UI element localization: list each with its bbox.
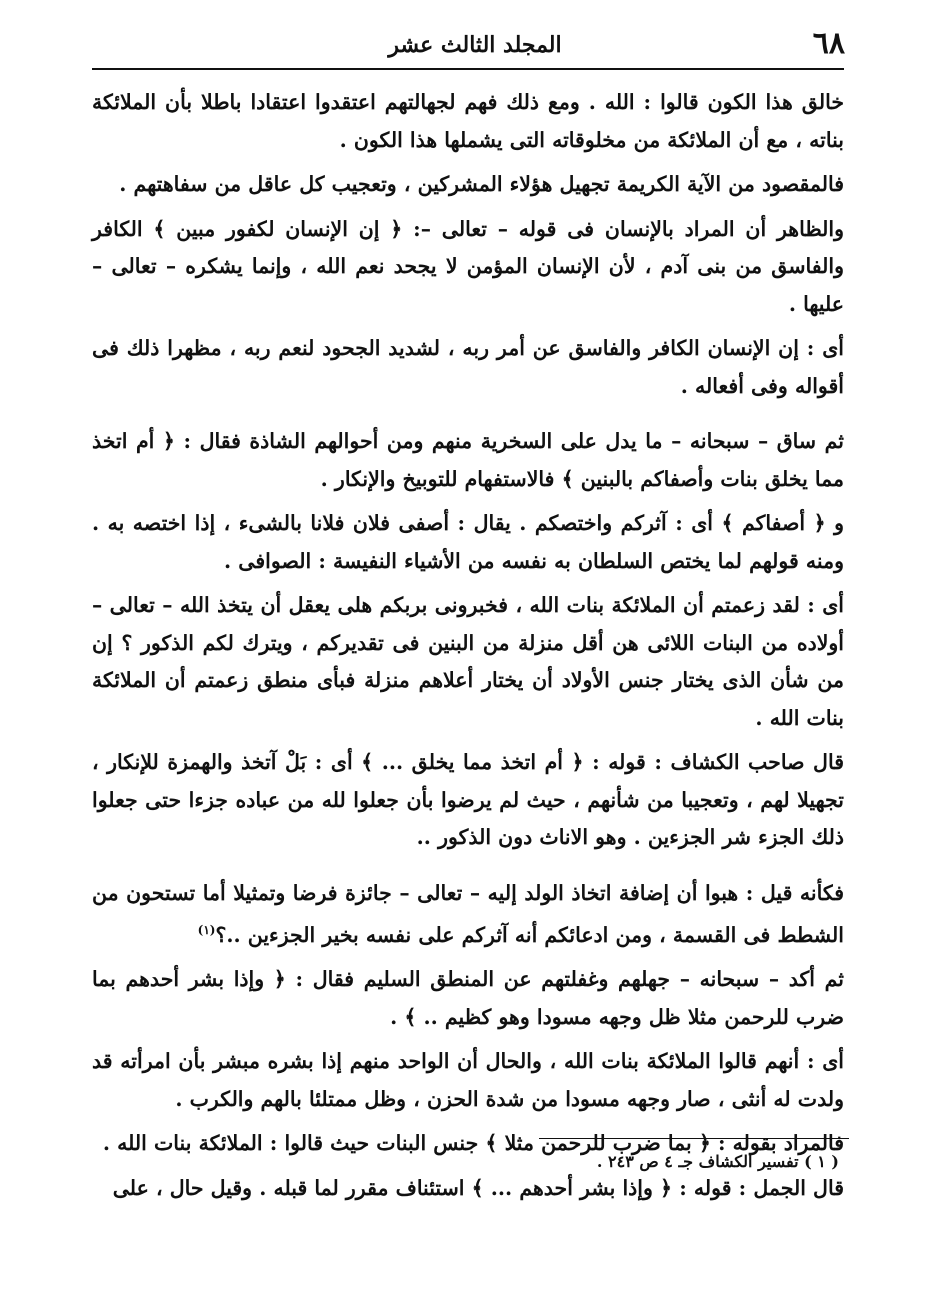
paragraph: أى : إن الإنسان الكافر والفاسق عن أمر ربه ، لشديد الجحود لنعم ربه ، مظهرا ذلك فى أقواله وفى أفعاله . (92, 336, 844, 398)
paragraph-text: فكأنه قيل : هبوا أن إضافة اتخاذ الولد إليه – تعالى – جائزة فرضا وتمثيلا أما تستحون من الشطط فى القسمة ، ومن ادعائكم أنه آثركم على نفسه بخير الجزءين ..؟ (92, 880, 844, 947)
paragraph: والظاهر أن المراد بالإنسان فى قوله – تعالى –: ﴿ إن الإنسان لكفور مبين ﴾ الكافر والفاسق من بنى آدم ، لأن الإنسان المؤمن لا يجحد نعم الله ، وإنما يشكره – تعالى – عليها . (92, 216, 844, 316)
footnote-marker: (١) (197, 923, 216, 937)
header-rule (92, 68, 844, 70)
footnote: ( ١ ) تفسير الكشاف جـ ٤ ص ٢٤٣ . (596, 1152, 839, 1171)
body-text (92, 84, 844, 1214)
page-number: ٦٨ (812, 26, 845, 61)
paragraph: ثم أكد – سبحانه – جهلهم وغفلتهم عن المنطق السليم فقال : ﴿ وإذا بشر أحدهم بما ضرب للرحمن مثلا ظل وجهه مسودا وهو كظيم .. ﴾ . (92, 967, 844, 1029)
page-header (95, 22, 855, 68)
paragraph: قال الجمل : قوله : ﴿ وإذا بشر أحدهم ... ﴾ استئناف مقرر لما قبله . وقيل حال ، على (112, 1175, 844, 1200)
paragraph: فالمقصود من الآية الكريمة تجهيل هؤلاء المشركين ، وتعجيب كل عاقل من سفاهتهم . (119, 172, 844, 196)
running-head: المجلد الثالث عشر (388, 32, 562, 58)
footnote-rule (539, 1138, 849, 1139)
paragraph: ثم ساق – سبحانه – ما يدل على السخرية منهم ومن أحوالهم الشاذة فقال : ﴿ أم اتخذ مما يخلق بنات وأصفاكم بالبنين ﴾ فالاستفهام للتوبيخ والإنكار . (92, 429, 844, 491)
paragraph-with-footnote (92, 875, 844, 955)
paragraph: فالمراد بقوله : ﴿ بما ضرب للرحمن مثلا ﴾ جنس البنات حيث قالوا : الملائكة بنات الله . (102, 1131, 844, 1156)
paragraph: قال صاحب الكشاف : قوله : ﴿ أم اتخذ مما يخلق ... ﴾ أى : بَلْ آتخذ والهمزة للإنكار ، تجهيلا لهم ، وتعجيبا من شأنهم ، حيث لم يرضوا بأن جعلوا لله من عباده جزءا حتى جعلوا ذلك الجزء شر الجزءين . وهو الاناث دون الذكور .. (92, 750, 844, 849)
paragraph: خالق هذا الكون قالوا : الله . ومع ذلك فهم لجهالتهم اعتقدوا اعتقادا باطلا بأن الملائكة بناته ، مع أن الملائكة من مخلوقاته التى يشملها هذا الكون . (92, 90, 844, 152)
paragraph: و ﴿ أصفاكم ﴾ أى : آثركم واختصكم . يقال : أصفى فلان فلانا بالشىء ، إذا اختصه به . ومنه قولهم لما يختص السلطان به نفسه من الأشياء النفيسة : الصوافى . (92, 511, 844, 573)
paragraph: أى : لقد زعمتم أن الملائكة بنات الله ، فخبرونى بربكم هلى يعقل أن يتخذ الله – تعالى – أولاده من البنات اللائى هن أقل منزلة من البنين فى تقديركم ، ويترك لكم الذكور ؟ إن من شأن الذى يختار جنس الأولاد أن يختار أعلاهم منزلة فبأى منطق زعمتم أن الملائكة بنات الله . (92, 593, 844, 730)
paragraph: أى : أنهم قالوا الملائكة بنات الله ، والحال أن الواحد منهم إذا بشره مبشر بأن امرأته قد ولدت له أنثى ، صار وجهه مسودا من شدة الحزن ، وظل ممتلئا بالهم والكرب . (92, 1049, 844, 1111)
